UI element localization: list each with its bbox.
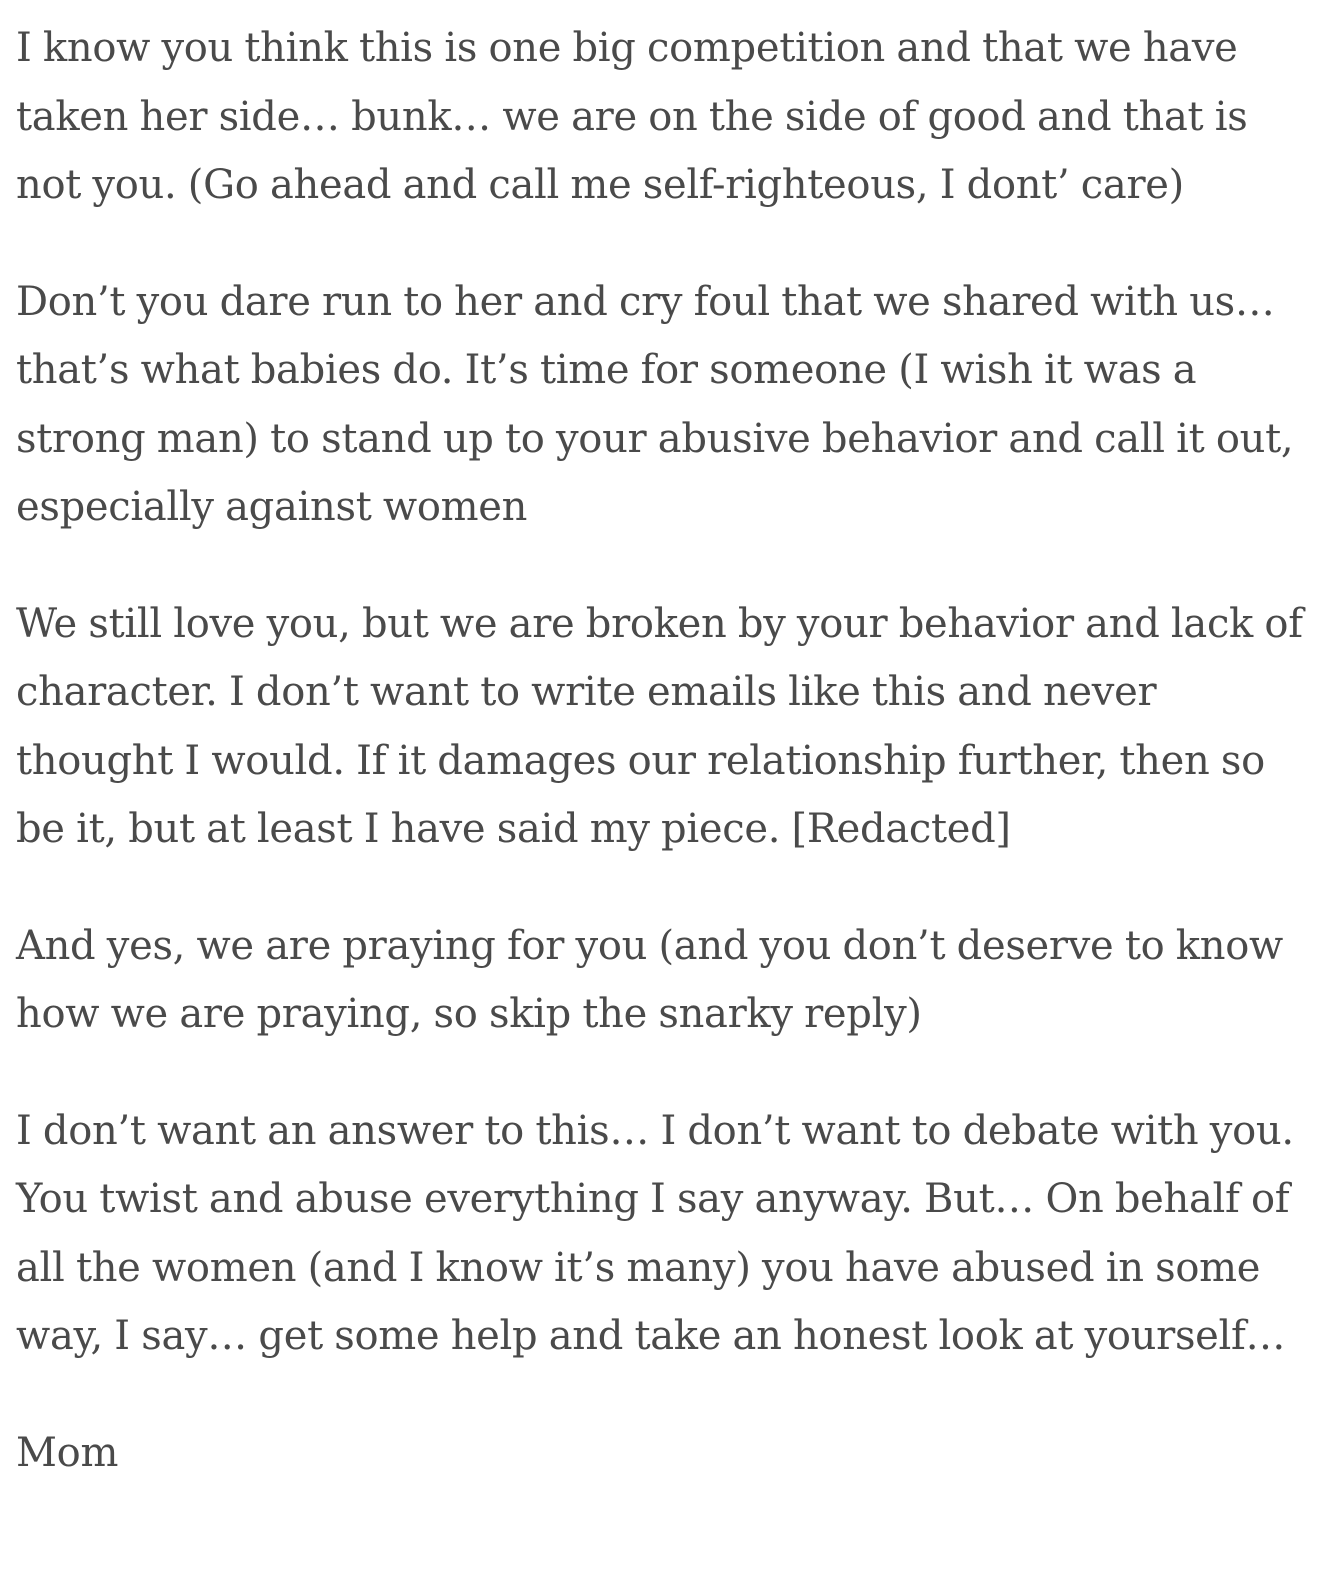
paragraph-2: Don’t you dare run to her and cry foul that we shared with us… that’s what babies do. It’s time for someone (I wish it was a strong man) to stand up to your abusive behavior and call it out, especially against women bbox=[16, 278, 1294, 530]
paragraph-3: We still love you, but we are broken by your behavior and lack of character. I don’t want to write emails like this and never thought I would. If it damages our relationship further, then so be it, but at least I have said my piece. [Redacted] bbox=[16, 600, 1303, 852]
signature: Mom bbox=[16, 1429, 119, 1476]
paragraph-5: I don’t want an answer to this… I don’t want to debate with you. You twist and abuse everything I say anyway. But… On behalf of all the women (and I know it’s many) you have abused in some way, I say… get some help and take an honest look at yourself… bbox=[16, 1107, 1294, 1359]
paragraph-4: And yes, we are praying for you (and you don’t deserve to know how we are praying, so skip the snarky reply) bbox=[16, 922, 1283, 1037]
paragraph-1: I know you think this is one big competition and that we have taken her side… bunk… we are on the side of good and that is not you. (Go ahead and call me self-righteous, I dont’ care) bbox=[16, 25, 1248, 208]
